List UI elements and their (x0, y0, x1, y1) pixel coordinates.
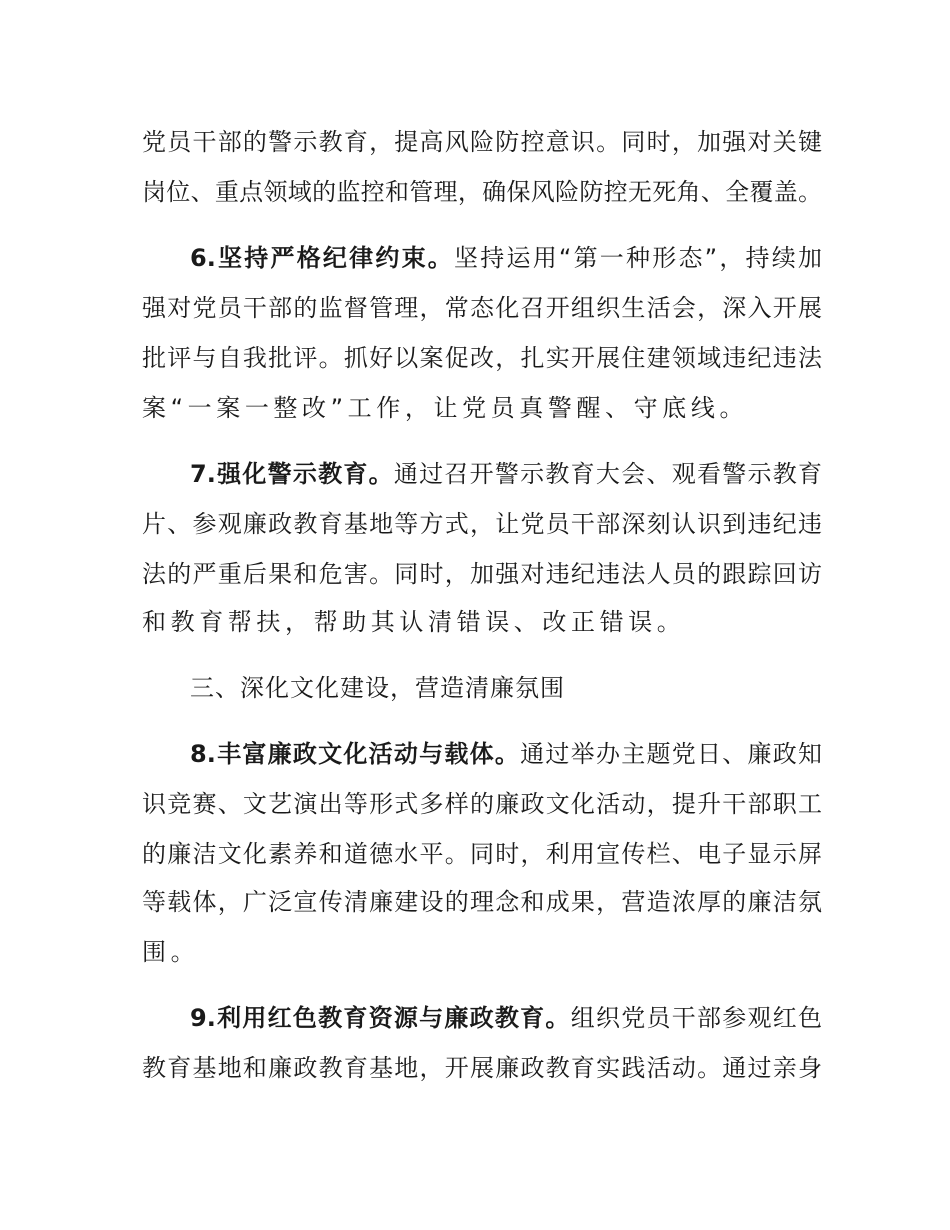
body-line: 片、参观廉政教育基地等方式，让党员干部深刻认识到违纪违 (142, 510, 822, 538)
paragraph-first-line (190, 1002, 822, 1034)
section-heading: 三、深化文化建设，营造清廉氛围 (190, 674, 565, 702)
body-line: 法的严重后果和危害。同时，加强对违纪违法人员的跟踪回访 (142, 560, 822, 588)
item-title: 7.强化警示教育。 (190, 460, 394, 488)
body-line: 识竞赛、文艺演出等形式多样的廉政文化活动，提升干部职工 (142, 790, 822, 818)
paragraph-first-line (190, 242, 822, 274)
body-line: 和教育帮扶，帮助其认清错误、改正错误。 (142, 608, 686, 636)
body-line: 围。 (142, 938, 200, 966)
body-line: 教育基地和廉政教育基地，开展廉政教育实践活动。通过亲身 (142, 1054, 822, 1082)
body-line: 批评与自我批评。抓好以案促改，扎实开展住建领域违纪违法 (142, 344, 822, 372)
paragraph-first-line (190, 738, 822, 770)
item-title: 6.坚持严格纪律约束。 (190, 244, 455, 272)
body-line: 案“一案一整改”工作，让党员真警醒、守底线。 (142, 394, 749, 422)
item-title: 8.丰富廉政文化活动与载体。 (190, 740, 521, 768)
body-line: 党员干部的警示教育，提高风险防控意识。同时，加强对关键 (142, 128, 822, 156)
body-line: 的廉洁文化素养和道德水平。同时，利用宣传栏、电子显示屏 (142, 840, 822, 868)
item-title: 9.利用红色教育资源与廉政教育。 (190, 1004, 571, 1032)
paragraph-first-line (190, 458, 822, 490)
item-text: 通过召开警示教育大会、观看警示教育 (393, 460, 822, 488)
body-line: 强对党员干部的监督管理，常态化召开组织生活会，深入开展 (142, 294, 822, 322)
item-text: 坚持运用“第一种形态”，持续加 (454, 244, 822, 272)
body-line: 岗位、重点领域的监控和管理，确保风险防控无死角、全覆盖。 (142, 178, 822, 206)
item-text: 通过举办主题党日、廉政知 (520, 740, 822, 768)
body-line: 等载体，广泛宣传清廉建设的理念和成果，营造浓厚的廉洁氛 (142, 888, 822, 916)
item-text: 组织党员干部参观红色 (570, 1004, 823, 1032)
